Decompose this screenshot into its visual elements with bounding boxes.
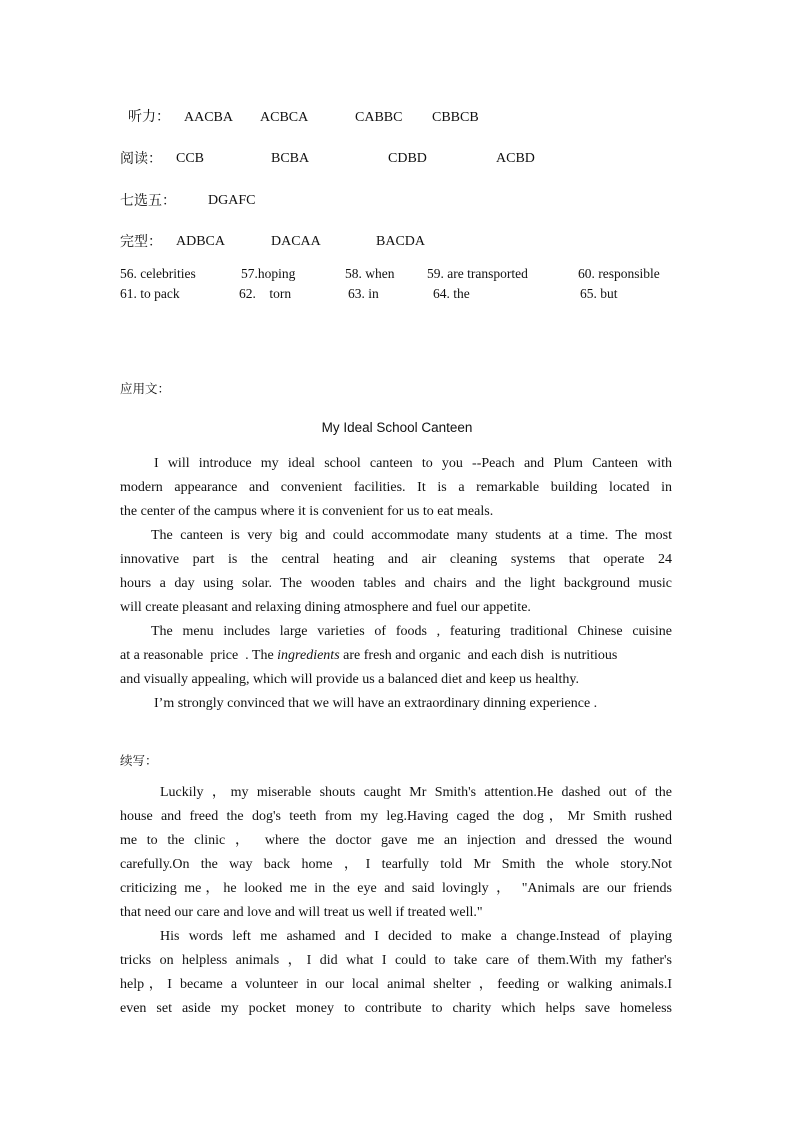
text-line: even set aside my pocket money to contribute to charity which helps save homeless	[120, 1001, 672, 1016]
grammar-59: 59. are transported	[427, 266, 528, 281]
essay-title: My Ideal School Canteen	[321, 420, 473, 435]
text-line: His words left me ashamed and I decided to make a change.Instead of playing	[160, 929, 672, 944]
reading-group-1: CCB	[176, 151, 205, 166]
text-line: carefully.On the way back home ，I tearfully told Mr Smith the whole story.Not	[120, 857, 672, 872]
cloze-group-1: ADBCA	[176, 234, 226, 249]
text-line: Luckily ，my miserable shouts caught Mr Smith's attention.He dashed out of the	[160, 785, 672, 800]
practical-writing-body	[120, 452, 672, 716]
grammar-56: 56. celebrities	[120, 266, 196, 281]
text-line: I’m strongly convinced that we will have an extraordinary dinning experience .	[154, 696, 598, 711]
grammar-65: 65. but	[580, 286, 618, 301]
text-line: the center of the campus where it is convenient for us to eat meals.	[120, 504, 494, 519]
seven-five-label: 七选五：	[120, 193, 176, 209]
text-line: hours a day using solar. The wooden tables and chairs and the light background music	[120, 576, 672, 591]
reading-group-3: CDBD	[388, 151, 427, 166]
reading-label: 阅读：	[120, 151, 162, 167]
listening-group-2: ACBCA	[260, 110, 309, 125]
text-line: The canteen is very big and could accommodate many students at a time. The most	[151, 528, 672, 543]
seven-five-group-1: DGAFC	[208, 193, 256, 208]
text-line: me to the clinic ， where the doctor gave me an injection and dressed the wound	[120, 833, 672, 848]
grammar-62: 62. torn	[239, 286, 292, 301]
reading-group-4: ACBD	[496, 151, 535, 166]
listening-label: 听力：	[128, 109, 170, 125]
grammar-58: 58. when	[345, 266, 395, 281]
text-line: will create pleasant and relaxing dining atmosphere and fuel our appetite.	[120, 600, 531, 615]
text-line: criticizing me，he looked me in the eye and said lovingly ， "Animals are our friends	[120, 881, 672, 896]
reading-group-2: BCBA	[271, 151, 310, 166]
text-line: The menu includes large varieties of foods , featuring traditional Chinese cuisine	[151, 624, 672, 639]
grammar-64: 64. the	[433, 286, 470, 301]
text-line: and visually appealing, which will provide us a balanced diet and keep us healthy.	[120, 672, 580, 687]
text-line: that need our care and love and will treat us well if treated well."	[120, 905, 483, 920]
listening-group-1: AACBA	[184, 110, 234, 125]
continuation-body	[120, 781, 672, 1021]
grammar-60: 60. responsible	[578, 266, 660, 281]
text-line: I will introduce my ideal school canteen to you --Peach and Plum Canteen with	[154, 456, 672, 471]
italic-word: ingredients	[277, 648, 340, 663]
grammar-63: 63. in	[348, 286, 379, 301]
cloze-label: 完型：	[120, 234, 162, 250]
text-segment: are fresh and organic and each dish is nutritious	[339, 648, 618, 663]
text-line: tricks on helpless animals ，I did what I could to take care of them.With my father's	[120, 953, 672, 968]
text-line: house and freed the dog's teeth from my leg.Having caged the dog，Mr Smith rushed	[120, 809, 672, 824]
text-line: modern appearance and convenient facilities. It is a remarkable building located in	[120, 480, 672, 495]
text-segment: at a reasonable price . The	[120, 648, 278, 663]
continuation-label: 续写：	[120, 753, 158, 768]
grammar-57: 57.hoping	[241, 266, 296, 281]
cloze-group-2: DACAA	[271, 234, 321, 249]
text-line	[120, 644, 672, 668]
practical-writing-label: 应用文：	[120, 381, 171, 396]
grammar-61: 61. to pack	[120, 286, 180, 301]
listening-group-4: CBBCB	[432, 110, 479, 125]
text-line: help，I became a volunteer in our local animal shelter ，feeding or walking animals.I	[120, 977, 672, 992]
text-line: innovative part is the central heating and air cleaning systems that operate 24	[120, 552, 672, 567]
listening-group-3: CABBC	[355, 110, 403, 125]
cloze-group-3: BACDA	[376, 234, 426, 249]
